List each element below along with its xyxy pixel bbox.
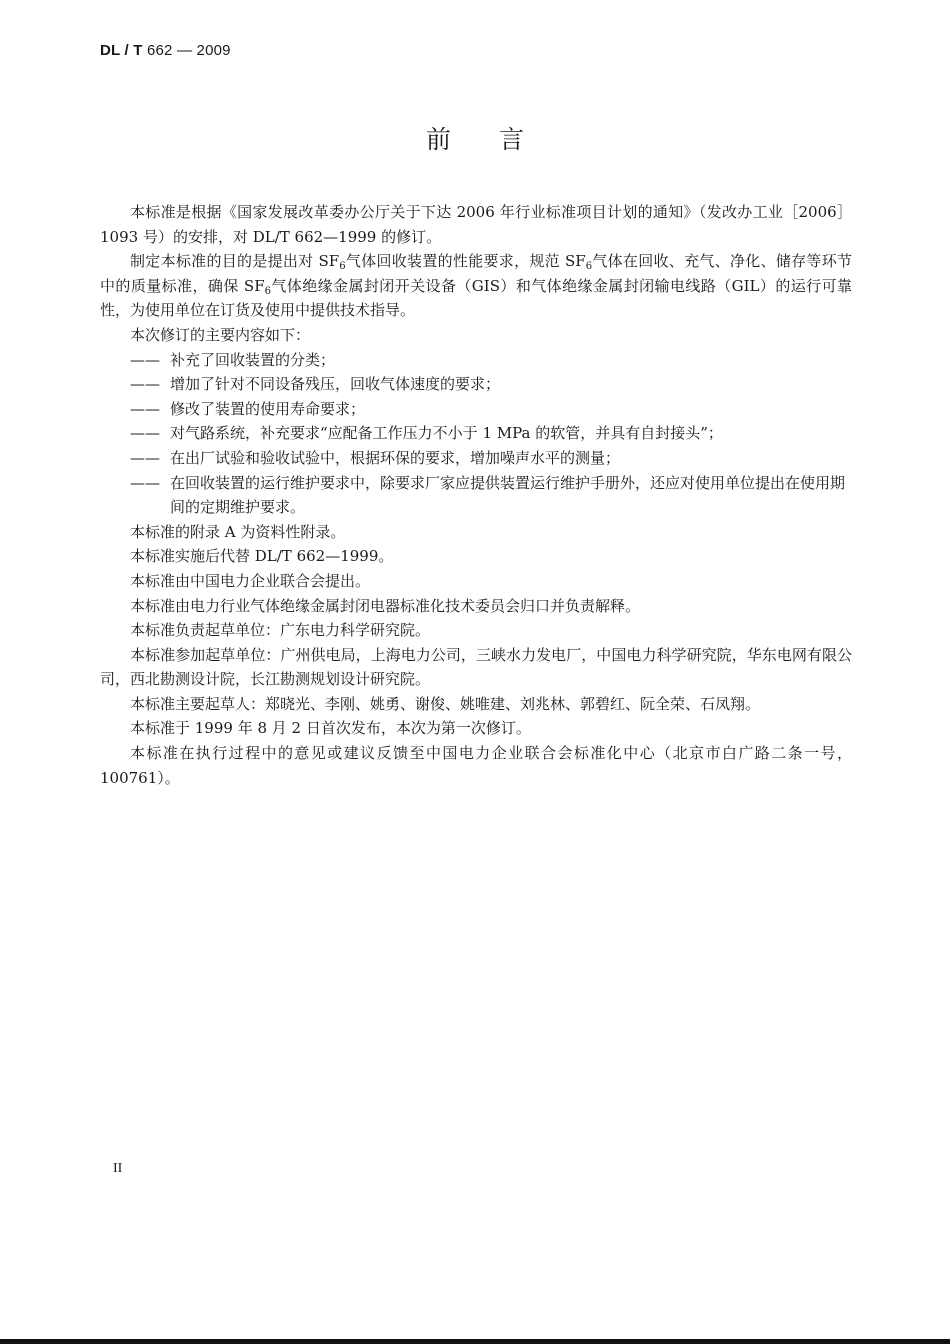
list-item: —— 在出厂试验和验收试验中，根据环保的要求，增加噪声水平的测量； [130, 448, 621, 467]
paragraph-6: 本标准由中国电力企业联合会提出。 [130, 571, 371, 590]
standard-code-header [100, 42, 231, 59]
paragraph-12: 本标准在执行过程中的意见或建议反馈至中国电力企业联合会标准化中心（北京市白广路二条一号，100761）。 [100, 744, 852, 787]
foreword-body [100, 200, 852, 790]
page-title: 前言 [425, 125, 572, 154]
page-number: II [113, 1161, 123, 1176]
paragraph-9: 本标准参加起草单位：广州供电局，上海电力公司，三峡水力发电厂，中国电力科学研究院，华东电网有限公司，西北勘测设计院，长江勘测规划设计研究院。 [100, 645, 852, 689]
paragraph-10: 本标准主要起草人：郑晓光、李刚、姚勇、谢俊、姚唯建、刘兆林、郭碧红、阮全荣、石凤翔。 [130, 694, 761, 713]
list-item: —— 增加了针对不同设备残压，回收气体速度的要求； [130, 375, 501, 394]
list-item: —— 修改了装置的使用寿命要求； [130, 399, 366, 418]
standard-number: 662 — 2009 [146, 42, 231, 59]
paragraph-11: 本标准于 1999 年 8 月 2 日首次发布，本次为第一次修订。 [130, 719, 531, 738]
paragraph-1: 本标准是根据《国家发展改革委办公厅关于下达 2006 年行业标准项目计划的通知》（发改办工业［2006］1093 号）的安排，对 DL/T 662—1999 的修订。 [100, 203, 852, 246]
list-item: —— 补充了回收装置的分类； [130, 350, 336, 369]
list-item: —— 在回收装置的运行维护要求中，除要求厂家应提供装置运行维护手册外，还应对使用单位提出在使用期间的定期维护要求。 [130, 473, 846, 517]
standard-code: DL / T [100, 42, 143, 59]
paragraph-8: 本标准负责起草单位：广东电力科学研究院。 [130, 621, 431, 640]
paragraph-3: 本次修订的主要内容如下： [130, 325, 311, 344]
paragraph-7: 本标准由电力行业气体绝缘金属封闭电器标准化技术委员会归口并负责解释。 [130, 596, 641, 615]
paragraph-5: 本标准实施后代替 DL/T 662—1999。 [130, 547, 394, 566]
paragraph-4: 本标准的附录 A 为资料性附录。 [130, 522, 346, 541]
paragraph-2: 制定本标准的目的是提出对 $SF_6$气体回收装置的性能要求，规范 $SF_6$气体在回收、充气、净化、储存等环节中的质量标准，确保 $SF_6$气体绝缘金属封闭开关设备（GIS）和气体绝缘金属封闭输电线路（GIL）的运行可靠性，为使用单位在订货及使用中提供技术指导。 [100, 252, 852, 320]
bottom-divider [0, 1339, 950, 1344]
list-item: —— 对气路系统，补充要求“应配备工作压力不小于 1 MPa 的软管，并具有自封接头”； [130, 424, 723, 443]
